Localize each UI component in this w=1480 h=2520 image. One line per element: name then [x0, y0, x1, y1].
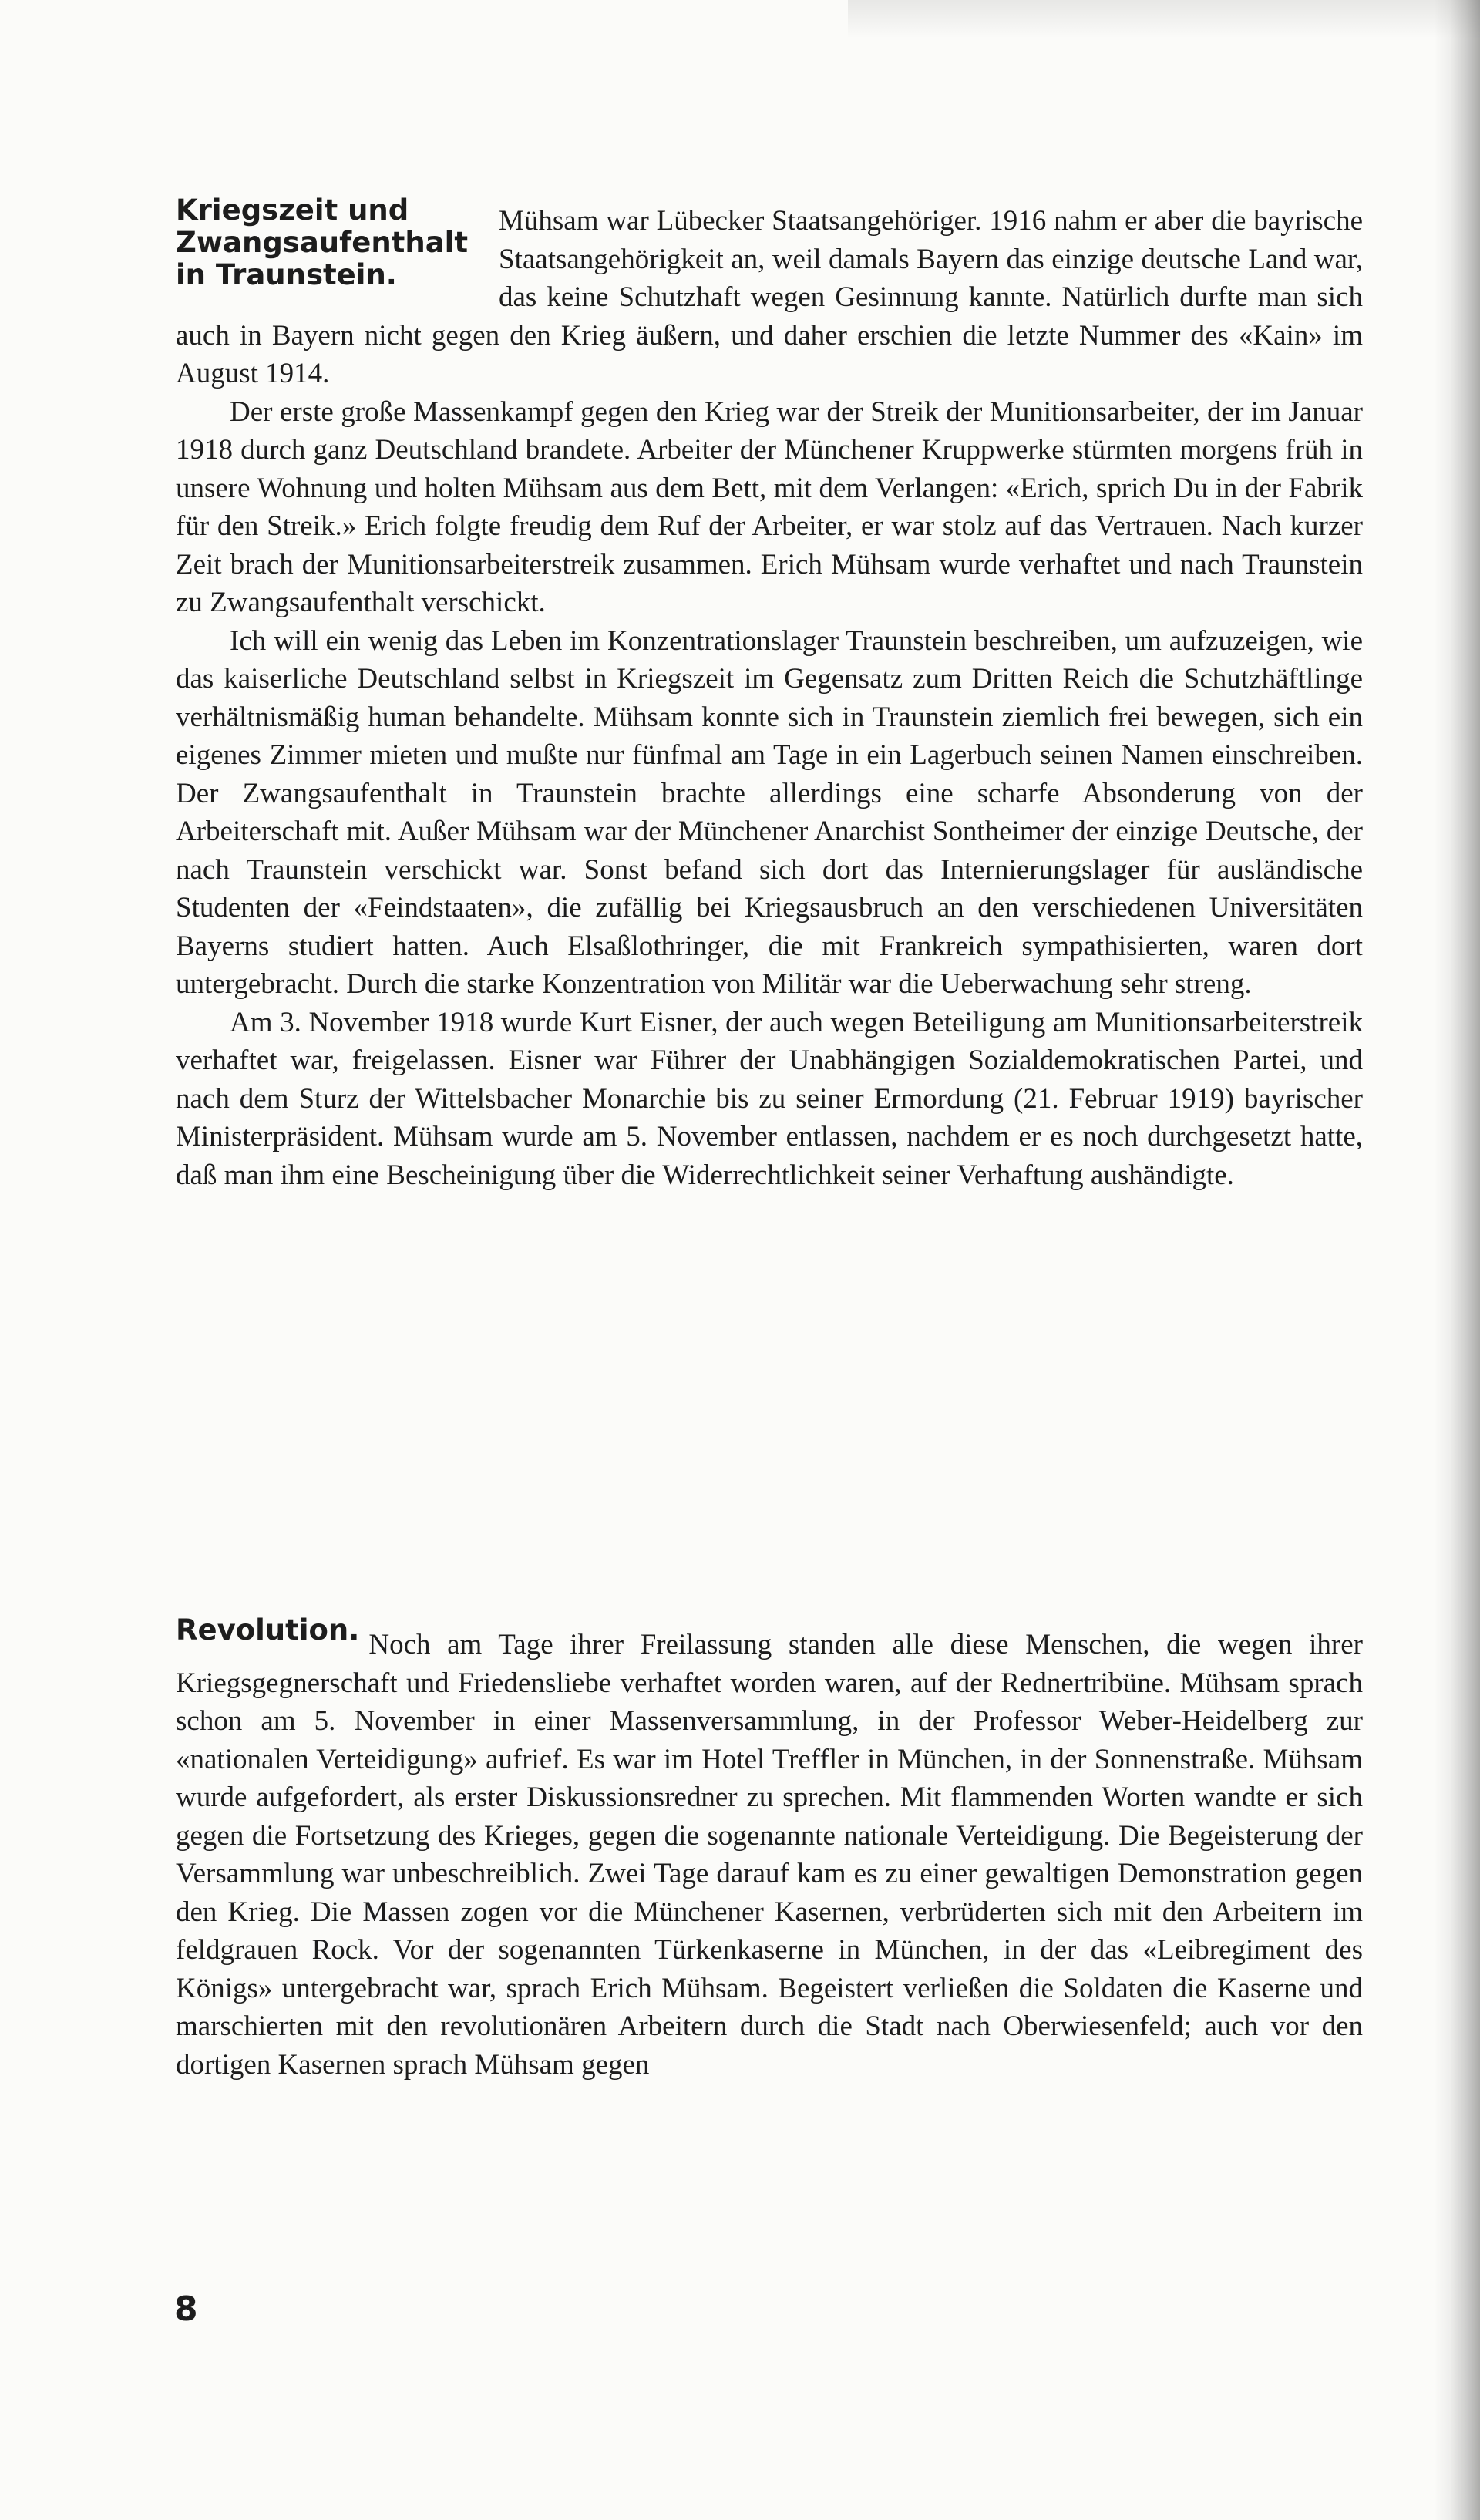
page-number: 8 — [174, 2290, 198, 2329]
paragraph: Mühsam war Lübecker Staatsangehöriger. 1916 nahm er aber die bayrische Staatsangehörigkeit an, weil damals Bayern das einzige deutsche Land war, das keine Schutzhaft wegen Gesinnung kannte. Natürlich durfte man sich auch in Bayern nicht gegen den Krieg äußern, und daher erschien die letzte Nummer des «Kain» im August 1914. — [176, 205, 1363, 389]
section-revolution — [176, 1613, 1363, 2084]
paragraph-text: Noch am Tage ihrer Freilassung standen alle diese Menschen, die wegen ihrer Kriegsgegnerschaft und Friedensliebe verhaftet worden waren, auf der Rednertribüne. Mühsam sprach schon am 5. November in einer Massenversammlung, in der Professor Weber-Heidelberg zur «nationalen Verteidigung» aufrief. Es war im Hotel Treffler in München, in der Sonnenstraße. Mühsam wurde aufgefordert, als erster Diskussionsredner zu sprechen. Mit flammenden Worten wandte er sich gegen die Fortsetzung des Krieges, gegen die sogenannte nationale Verteidigung. Die Begeisterung der Versammlung war unbeschreiblich. Zwei Tage darauf kam es zu einer gewaltigen Demonstration gegen den Krieg. Die Massen zogen vor die Münchener Kasernen, verbrüderten sich mit den Arbeitern im feldgrauen Rock. Vor der sogenannten Türkenkaserne in München, in der das «Leibregiment des Königs» untergebracht war, sprach Erich Mühsam. Begeistert verließen die Soldaten die Kaserne und marschierten mit den revolutionären Arbeitern durch die Stadt nach Oberwiesenfeld; auch vor den dortigen Kasernen sprach Mühsam gegen — [176, 1629, 1363, 2081]
paragraph-revolution — [176, 1613, 1363, 2084]
section-kriegszeit — [176, 193, 1363, 1194]
paragraph: Am 3. November 1918 wurde Kurt Eisner, der auch wegen Beteiligung am Munitionsarbeiterstreik verhaftet war, freigelassen. Eisner war Führer der Unabhängigen Sozialdemokratischen Partei, und nach dem Sturz der Wittelsbacher Monarchie bis zu seiner Ermordung (21. Februar 1919) bayrischer Ministerpräsident. Mühsam wurde am 5. November entlassen, nachdem er es noch durchgesetzt hatte, daß man ihm eine Bescheinigung über die Widerrechtlichkeit seiner Verhaftung aushändigte. — [176, 1006, 1363, 1191]
section-heading-kriegszeit: Kriegszeit und Zwangsaufenthalt in Traunstein. — [176, 193, 469, 291]
page-edge-shadow — [1434, 0, 1480, 2520]
section-heading-revolution: Revolution. — [176, 1613, 360, 1647]
page-top-shadow — [848, 0, 1480, 39]
paragraph: Der erste große Massenkampf gegen den Krieg war der Streik der Munitionsarbeiter, der im Januar 1918 durch ganz Deutschland brandete. Arbeiter der Münchener Kruppwerke stürmten morgens früh in unsere Wohnung und holten Mühsam aus dem Bett, mit dem Verlangen: «Erich, sprich Du in der Fabrik für den Streik.» Erich folgte freudig dem Ruf der Arbeiter, er war stolz auf das Vertrauen. Nach kurzer Zeit brach der Munitionsarbeiterstreik zusammen. Erich Mühsam wurde verhaftet und nach Traunstein zu Zwangsaufenthalt verschickt. — [176, 395, 1363, 618]
paragraph: Ich will ein wenig das Leben im Konzentrationslager Traunstein beschreiben, um aufzuzeigen, wie das kaiserliche Deutschland selbst in Kriegszeit im Gegensatz zum Dritten Reich die Schutzhäftlinge verhältnismäßig human behandelte. Mühsam konnte sich in Traunstein ziemlich frei bewegen, sich ein eigenes Zimmer mieten und mußte nur fünfmal am Tage in ein Lagerbuch seinen Namen einschreiben. Der Zwangsaufenthalt in Traunstein brachte allerdings eine scharfe Absonderung von der Arbeiterschaft mit. Außer Mühsam war der Münchener Anarchist Sontheimer der einzige Deutsche, der nach Traunstein verschickt war. Sonst befand sich dort das Internierungslager für ausländische Studenten der «Feindstaaten», die zufällig bei Kriegsausbruch an den verschiedenen Universitäten Bayerns studiert hatten. Auch Elsaßlothringer, die mit Frankreich sympathisierten, waren dort untergebracht. Durch die starke Konzentration von Militär war die Ueberwachung sehr streng. — [176, 624, 1363, 1000]
